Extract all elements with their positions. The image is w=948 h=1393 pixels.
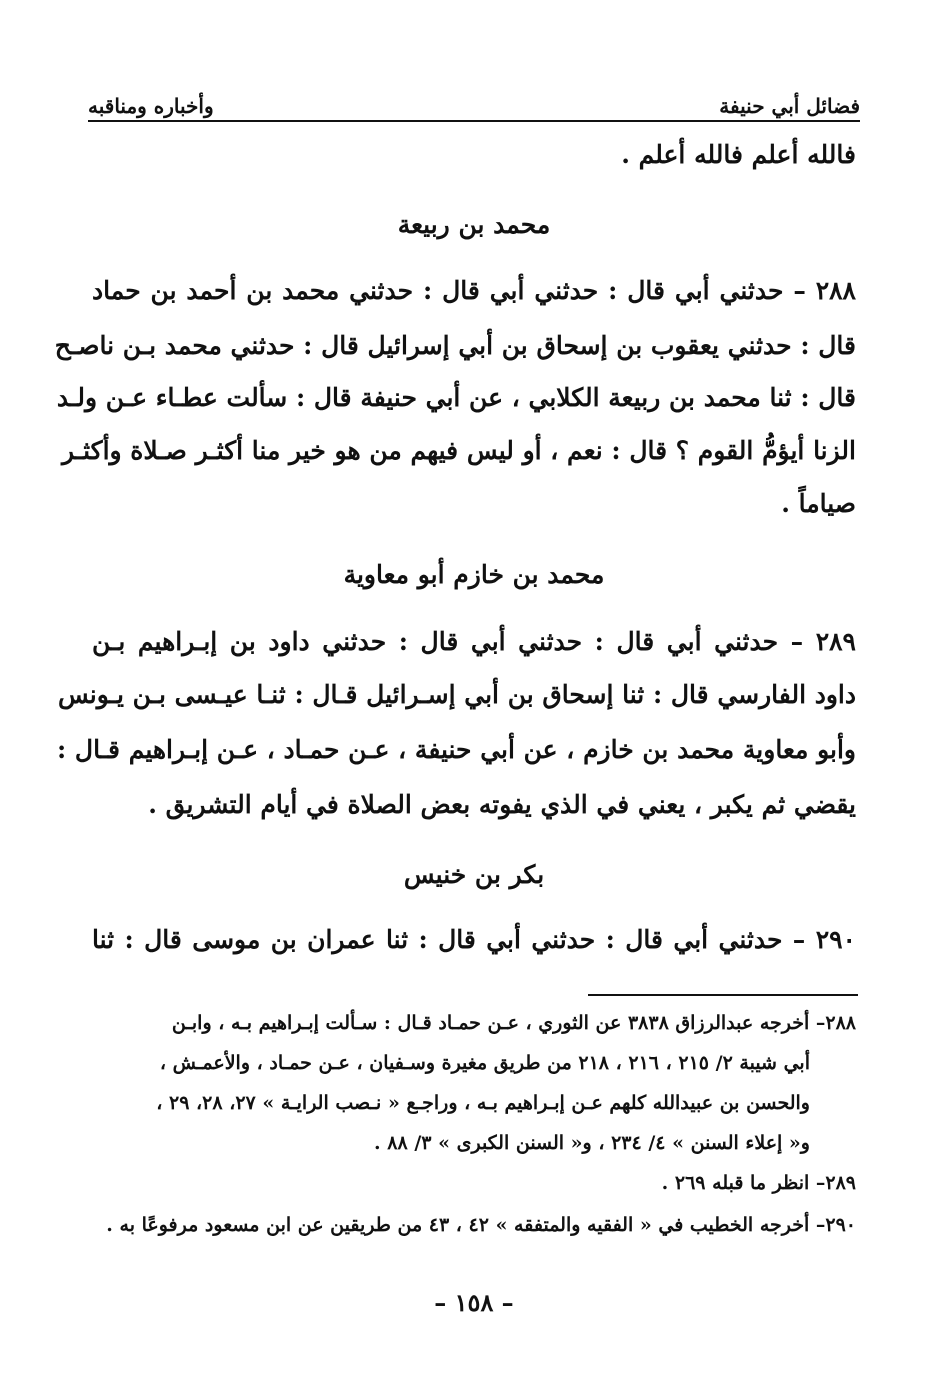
paragraph-289-line-1: ٢٨٩ – حدثني أبي قال : حدثني أبي قال : حدثني داود بن إبـراهيم بـن xyxy=(92,627,856,656)
intro-line: فالله أعلم فالله أعلم . xyxy=(621,140,856,169)
footnote-288-line-4: و« إعلاء السنن » ٤/ ٢٣٤ ، و« السنن الكبرى » ٣/ ٨٨ . xyxy=(374,1132,810,1154)
header-book-title: فضائل أبي حنيفة xyxy=(719,94,860,118)
page-number: – ١٥٨ – xyxy=(434,1288,514,1317)
paragraph-289-line-2: داود الفارسي قال : ثنا إسحاق بن أبي إسـرائيل قـال : ثنـا عيـسى بـن يـونس xyxy=(57,680,856,709)
paragraph-289-line-3: وأبو معاوية محمد بن خازم ، عن أبي حنيفة ، عـن حمـاد ، عـن إبـراهيم قـال : xyxy=(57,735,856,764)
header-section-title: وأخباره ومناقبه xyxy=(88,94,214,118)
footnote-288-line-1: ٢٨٨– أخرجه عبدالرزاق ٣٨٣٨ عن الثوري ، عـن حمـاد قـال : سـألت إبـراهيم بـه ، وابـن xyxy=(171,1012,856,1034)
paragraph-288-line-2: قال : حدثني يعقوب بن إسحاق بن أبي إسرائيل قال : حدثني محمد بـن ناصـح xyxy=(54,331,856,360)
footnote-288-line-2: أبي شيبة ٢/ ٢١٥ ، ٢١٦ ، ٢١٨ من طريق مغيرة وسـفيان ، عـن حمـاد ، والأعمـش ، xyxy=(159,1052,810,1074)
paragraph-289-line-4: يقضي ثم يكبر ، يعني في الذي يفوته بعض الصلاة في أيام التشريق . xyxy=(148,790,856,819)
section-heading-bakr-ibn-khunais: بكر بن خنيس xyxy=(403,860,545,889)
paragraph-288-line-4: الزنا أيؤمُّ القوم ؟ قال : نعم ، أو ليس فيهم من هو خير منا أكثـر صـلاة وأكثـر xyxy=(62,436,856,465)
header-rule xyxy=(88,120,860,122)
running-header xyxy=(88,78,860,118)
paragraph-288-line-5: صياماً . xyxy=(781,489,856,518)
paragraph-288-line-1: ٢٨٨ – حدثني أبي قال : حدثني أبي قال : حدثني محمد بن أحمد بن حماد xyxy=(92,276,856,305)
paragraph-290-line-1: ٢٩٠ – حدثني أبي قال : حدثني أبي قال : ثنا عمران بن موسى قال : ثنا xyxy=(92,925,856,954)
footnote-290: ٢٩٠– أخرجه الخطيب في « الفقيه والمتفقه » ٤٢ ، ٤٣ من طريقين عن ابن مسعود مرفوعًا به . xyxy=(106,1214,856,1236)
footnote-288-line-3: والحسن بن عبيدالله كلهم عـن إبـراهيم بـه ، وراجـع « نـصب الرايـة » ٢٧، ٢٨، ٢٩ ، xyxy=(156,1092,810,1114)
footnote-rule xyxy=(588,994,858,996)
footnote-289: ٢٨٩– انظر ما قبله ٢٦٩ . xyxy=(661,1172,856,1194)
paragraph-288-line-3: قال : ثنا محمد بن ربيعة الكلابي ، عن أبي حنيفة قال : سألت عطـاء عـن ولـد xyxy=(56,383,856,412)
section-heading-muhammad-ibn-khazim: محمد بن خازم أبو معاوية xyxy=(343,560,605,589)
section-heading-muhammad-ibn-rabia: محمد بن ربيعة xyxy=(397,210,551,239)
